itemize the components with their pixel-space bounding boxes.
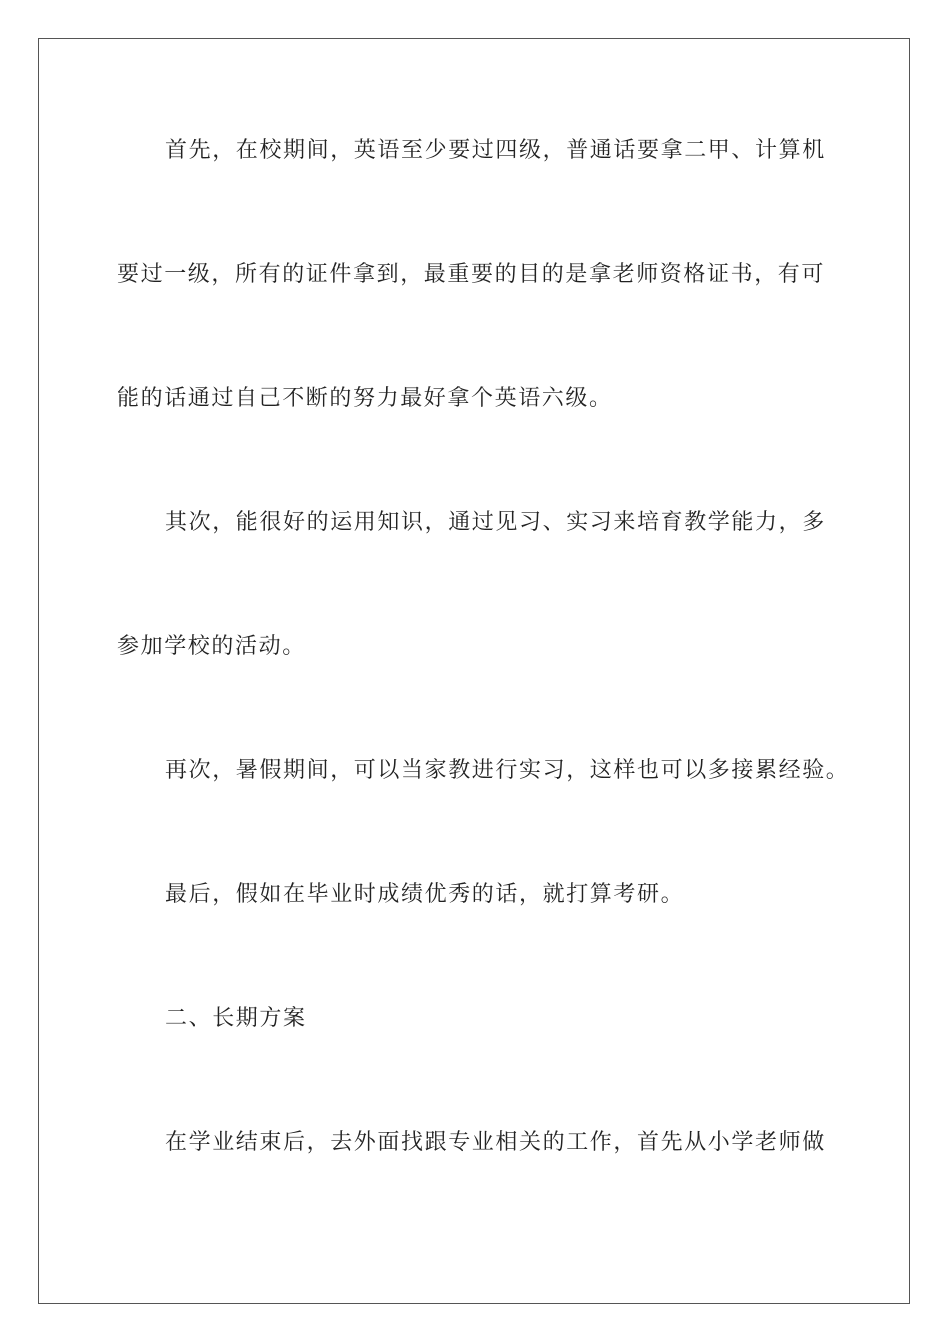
- paragraph-3-line-1: 再次，暑假期间，可以当家教进行实习，这样也可以多接累经验。: [165, 758, 850, 783]
- paragraph-4-line-1: 最后，假如在毕业时成绩优秀的话，就打算考研。: [165, 882, 685, 907]
- page-border: [38, 38, 910, 1304]
- paragraph-2-line-2: 参加学校的活动。: [117, 634, 306, 659]
- paragraph-5-line-1: 在学业结束后，去外面找跟专业相关的工作，首先从小学老师做: [165, 1130, 826, 1155]
- paragraph-1-line-3: 能的话通过自己不断的努力最好拿个英语六级。: [117, 386, 613, 411]
- section-heading: 二、长期方案: [165, 1006, 307, 1031]
- paragraph-1-line-2: 要过一级，所有的证件拿到，最重要的目的是拿老师资格证书，有可: [117, 262, 826, 287]
- paragraph-2-line-1: 其次，能很好的运用知识，通过见习、实习来培育教学能力，多: [165, 510, 826, 535]
- paragraph-1-line-1: 首先，在校期间，英语至少要过四级，普通话要拿二甲、计算机: [165, 138, 826, 163]
